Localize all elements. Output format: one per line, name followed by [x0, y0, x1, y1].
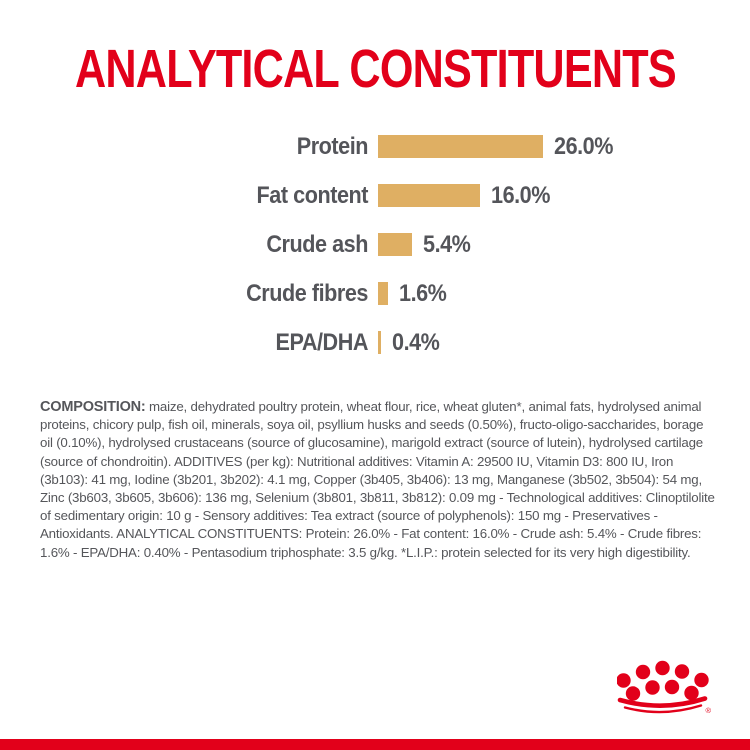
analytical-constituents-bar-chart	[203, 122, 620, 367]
chart-row	[203, 220, 620, 269]
chart-value-label: 26.0%	[554, 132, 614, 160]
page-title: ANALYTICAL CONSTITUENTS	[75, 39, 676, 99]
chart-category-label: Crude fibres	[246, 279, 368, 307]
footer-red-stripe	[0, 739, 750, 750]
royal-canin-crown-logo-icon	[617, 647, 713, 715]
composition-body: maize, dehydrated poultry protein, wheat flour, rice, wheat gluten*, animal fats, hydrolysed animal proteins, chicory pulp, fish oil, minerals, soya oil, psyllium husks and seeds (0.50%), fructo-oligo-saccharides, borage oil (0.10%), hydrolysed crustaceans (source of glucosamine), marigold extract (source of lutein), hydrolysed cartilage (source of chondroitin). ADDITIVES (per kg): Nutritional additives: Vitamin A: 29500 IU, Vitamin D3: 800 IU, Iron (3b103): 41 mg, Iodine (3b201, 3b202): 4.1 mg, Copper (3b405, 3b406): 13 mg, Manganese (3b502, 3b504): 54 mg, Zinc (3b603, 3b605, 3b606): 136 mg, Selenium (3b801, 3b811, 3b812): 0.09 mg - Technological additives: Clinoptilolite of sedimentary origin: 10 g - Sensory additives: Tea extract (source of polyphenols): 150 mg - Preservatives - Antioxidants. ANALYTICAL CONSTITUENTS: Protein: 26.0% - Fat content: 16.0% - Crude ash: 5.4% - Crude fibres: 1.6% - EPA/DHA: 0.40% - Pentasodium triphosphate: 3.5 g/kg. *L.I.P.: protein selected for its very high digestibility.	[40, 399, 715, 560]
chart-category-label: Fat content	[256, 181, 368, 209]
chart-category-label: Protein	[296, 132, 368, 160]
chart-value-label: 16.0%	[490, 181, 550, 209]
chart-value-label: 1.6%	[399, 279, 447, 307]
chart-row	[203, 171, 620, 220]
chart-value-label: 0.4%	[391, 328, 439, 356]
chart-row	[203, 318, 620, 367]
registered-trademark-icon: ®	[705, 706, 712, 715]
chart-bar	[378, 233, 412, 256]
composition-heading: COMPOSITION:	[40, 399, 146, 415]
chart-bar	[378, 282, 388, 305]
crown-dots	[617, 661, 709, 701]
chart-bar	[378, 135, 543, 158]
chart-category-label: Crude ash	[266, 230, 368, 258]
chart-bar	[378, 184, 480, 207]
composition-paragraph	[40, 398, 718, 562]
chart-value-label: 5.4%	[423, 230, 471, 258]
chart-row	[203, 269, 620, 318]
chart-bar	[378, 331, 381, 354]
chart-row	[203, 122, 620, 171]
chart-category-label: EPA/DHA	[275, 328, 368, 356]
